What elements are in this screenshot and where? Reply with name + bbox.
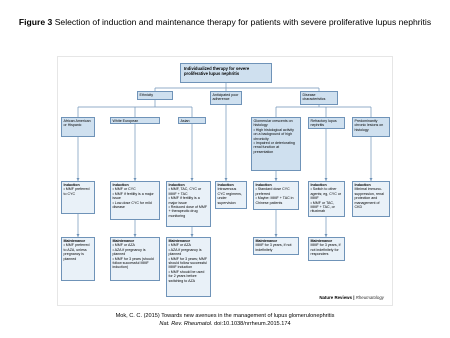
- maintenance-heading: Maintenance: [310, 239, 333, 243]
- maintenance-item: • MMF should be used for 2 years before switching to AZA: [169, 270, 209, 283]
- maintenance-item: MMF for 3 years, if not indefinitely for responders: [310, 243, 341, 257]
- induction-heading: Induction: [63, 183, 80, 187]
- group-chronic-lesions: Predominantly chronic lesions on histology: [352, 117, 390, 137]
- glomerular-bullet: • High histological activity on a background of high chronicity: [254, 128, 299, 141]
- maintenance-item: • AZA if pregnancy is planned: [169, 248, 209, 257]
- maintenance-heading: Maintenance: [112, 239, 135, 243]
- maintenance-box-1: [61, 237, 95, 281]
- figure-label: Figure 3: [18, 17, 53, 27]
- maintenance-item: • MMF preferred to AZA, unless pregnancy is planned: [64, 243, 93, 261]
- maintenance-box-4: [253, 237, 299, 255]
- induction-item: Intravenous CYC regimens, under supervision: [217, 187, 242, 205]
- induction-box-5: [253, 181, 299, 210]
- citation-journal: Nat. Rev. Rheumatol.: [159, 320, 213, 327]
- group-asian: Asian: [178, 117, 206, 124]
- maintenance-heading: Maintenance: [255, 239, 278, 243]
- group-african-hispanic: African American or Hispanic: [61, 117, 95, 137]
- induction-item: • Low-dose CYC for mild disease: [113, 201, 158, 210]
- flowchart-figure: [57, 56, 393, 306]
- maintenance-item: • MMF for 3 years; MMF should follow successful MMF induction: [169, 257, 209, 270]
- category-disease: Disease characteristics: [300, 91, 338, 105]
- induction-heading: Induction: [354, 183, 371, 187]
- induction-item: • MMF preferred to CYC: [64, 187, 93, 196]
- induction-heading: Induction: [217, 183, 234, 187]
- induction-heading: Induction: [168, 183, 185, 187]
- maintenance-box-3: [166, 237, 211, 297]
- maintenance-item: • MMF or AZA: [169, 243, 209, 247]
- figure-caption: Selection of induction and maintenance therapy for patients with severe proliferative lupus nephritis: [54, 17, 432, 27]
- credit-brand: Nature Reviews: [319, 295, 353, 300]
- induction-item: • Standard dose CYC preferred: [256, 187, 297, 196]
- glomerular-bullet: • Impaired or deteriorating renal function at presentation: [254, 141, 299, 154]
- publisher-credit: Nature Reviews | Rheumatology: [319, 295, 384, 300]
- induction-heading: Induction: [112, 183, 129, 187]
- induction-item: • MMF or TAC, MMF + TAC, or rituximab: [311, 201, 343, 214]
- induction-item: • MMF, TAC, CYC or MMF + TAC: [169, 187, 209, 196]
- induction-item: • MMF if fertility is a major issue: [113, 192, 158, 201]
- induction-item: • MMF or CYC: [113, 187, 158, 191]
- credit-journal: Rheumatology: [355, 295, 384, 300]
- induction-box-4: [215, 181, 247, 209]
- category-adherence: Anticipated poor adherence: [210, 91, 242, 105]
- maintenance-box-2: [110, 237, 160, 281]
- induction-item: • MMF if fertility is a major issue: [169, 196, 209, 205]
- induction-item: • Maybe: MMF + TAC in Chinese patients: [256, 196, 297, 205]
- citation-line-1: Mok, C. C. (2015) Towards new avenues in the management of lupus glomerulonephritis: [115, 313, 335, 319]
- category-ethnicity: Ethnicity: [137, 91, 173, 100]
- glomerular-heading: Glomerular crescents on histology: [253, 119, 293, 128]
- maintenance-heading: Maintenance: [63, 239, 86, 243]
- maintenance-item: • MMF or AZA: [113, 243, 158, 247]
- induction-box-7: [352, 181, 390, 217]
- figure-title: [0, 16, 450, 28]
- group-white-european: White European: [110, 117, 160, 124]
- citation: [0, 313, 450, 328]
- induction-box-3: [166, 181, 211, 227]
- group-glomerular-crescents: [251, 117, 301, 171]
- citation-doi: doi:10.1038/nrrheum.2015.174: [214, 320, 291, 327]
- group-refractory: Refractory lupus nephritis: [308, 117, 345, 129]
- induction-item: Minimal immuno-suppression, renal protection and management of CKD: [354, 187, 384, 210]
- induction-item: • Reduced dose of MMF + therapeutic drug monitoring: [169, 205, 209, 218]
- maintenance-item: • MMF for 3 years (should follow successful MMF induction): [113, 257, 158, 270]
- induction-heading: Induction: [310, 183, 327, 187]
- induction-heading: Induction: [255, 183, 272, 187]
- top-node: Individualized therapy for severe proliferative lupus nephritis: [180, 63, 272, 83]
- maintenance-item: MMF for 3 years, if not indefinitely: [255, 243, 292, 252]
- maintenance-item: • AZA if pregnancy is planned: [113, 248, 158, 257]
- citation-line-2: [0, 321, 450, 329]
- induction-item: • Switch to other agents; eg, CYC or MMF: [311, 187, 343, 200]
- induction-box-6: [308, 181, 345, 217]
- induction-box-1: [61, 181, 95, 214]
- maintenance-box-5: [308, 237, 345, 261]
- induction-box-2: [110, 181, 160, 220]
- maintenance-heading: Maintenance: [168, 239, 191, 243]
